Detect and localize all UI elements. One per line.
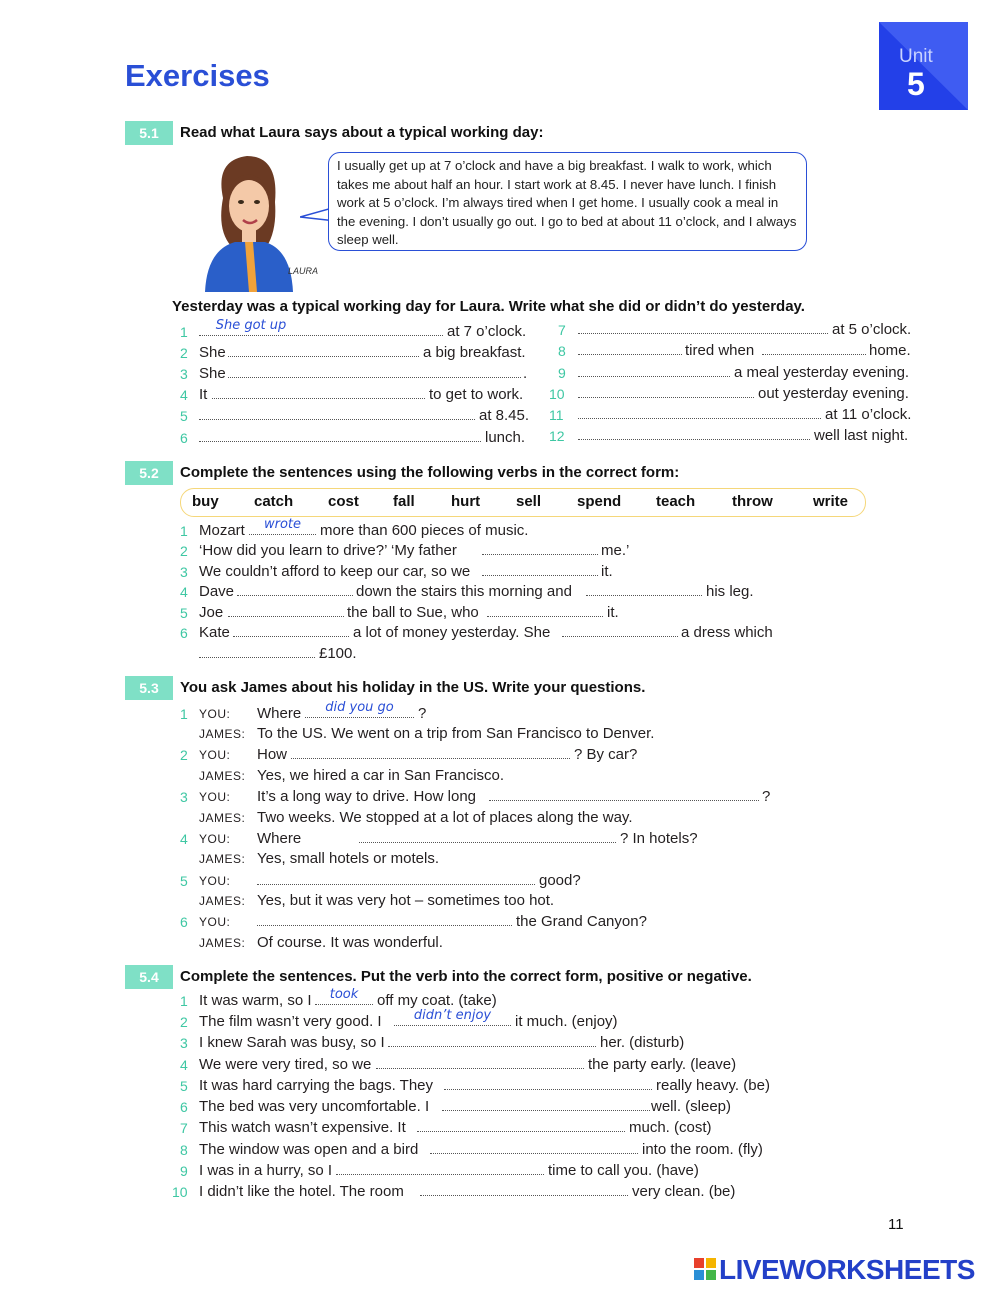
speaker-you: YOU: bbox=[199, 790, 231, 804]
laura-illustration bbox=[195, 150, 295, 292]
gap-5-2-4b[interactable] bbox=[586, 582, 702, 602]
item-number: 2 bbox=[180, 747, 188, 763]
item-text: She bbox=[199, 365, 226, 382]
item-text: at 11 o’clock. bbox=[825, 406, 912, 423]
item-text: at 8.45. bbox=[479, 407, 530, 424]
gap-5-4-8[interactable] bbox=[430, 1140, 638, 1160]
gap-5-3-4[interactable] bbox=[359, 829, 616, 849]
verb-word: cost bbox=[328, 493, 359, 510]
exercise-badge-5-4: 5.4 bbox=[125, 965, 173, 989]
gap-3[interactable] bbox=[228, 364, 521, 384]
item-number: 6 bbox=[180, 914, 188, 930]
item-text: his leg. bbox=[706, 583, 754, 600]
gap-5-3-3[interactable] bbox=[489, 787, 759, 807]
item-number: 5 bbox=[180, 873, 188, 889]
item-text: Two weeks. We stopped at a lot of places along the way. bbox=[257, 809, 633, 826]
item-number: 1 bbox=[180, 523, 188, 539]
item-text: a dress which bbox=[681, 624, 773, 641]
gap-8b[interactable] bbox=[762, 341, 866, 361]
item-number: 5 bbox=[180, 1078, 188, 1094]
item-text: She bbox=[199, 344, 226, 361]
item-text: it much. (enjoy) bbox=[515, 1013, 618, 1030]
laura-caption: LAURA bbox=[288, 266, 319, 276]
item-number: 6 bbox=[180, 430, 188, 446]
unit-badge bbox=[879, 22, 968, 110]
gap-5-2-2[interactable] bbox=[482, 541, 598, 561]
item-text: the Grand Canyon? bbox=[516, 913, 647, 930]
speaker-you: YOU: bbox=[199, 832, 231, 846]
verb-word: spend bbox=[577, 493, 622, 510]
gap-2[interactable] bbox=[228, 343, 419, 363]
item-text: home. bbox=[869, 342, 911, 359]
gap-9[interactable] bbox=[578, 363, 730, 383]
speaker-you: YOU: bbox=[199, 915, 231, 929]
verb-word: sell bbox=[516, 493, 542, 510]
item-text: We couldn’t afford to keep our car, so we bbox=[199, 563, 471, 580]
answer-text: took bbox=[329, 987, 359, 1002]
item-number: 3 bbox=[180, 366, 188, 382]
verb-word: throw bbox=[732, 493, 773, 510]
exercise-5-1-instruction: Yesterday was a typical working day for Laura. Write what she did or didn’t do yesterday. bbox=[172, 298, 805, 315]
item-text: Yes, small hotels or motels. bbox=[257, 850, 440, 867]
item-text: How bbox=[257, 746, 288, 763]
item-number: 5 bbox=[180, 605, 188, 621]
item-number: 6 bbox=[180, 625, 188, 641]
item-text: Where bbox=[257, 705, 302, 722]
item-number: 6 bbox=[180, 1099, 188, 1115]
exercise-title-5-1: Read what Laura says about a typical working day: bbox=[180, 124, 544, 141]
item-text: Yes, we hired a car in San Francisco. bbox=[257, 767, 505, 784]
item-text: The film wasn’t very good. I bbox=[199, 1013, 382, 1030]
speaker-james: JAMES: bbox=[199, 852, 246, 866]
gap-5-3-2[interactable] bbox=[291, 745, 570, 765]
page-number: 11 bbox=[888, 1216, 904, 1233]
gap-5-4-6[interactable] bbox=[442, 1097, 650, 1117]
item-number: 9 bbox=[558, 365, 566, 381]
gap-5-2-5a[interactable] bbox=[228, 603, 344, 623]
item-text: the ball to Sue, who bbox=[347, 604, 479, 621]
item-text: much. (cost) bbox=[629, 1119, 712, 1136]
item-number: 4 bbox=[180, 387, 188, 403]
item-text: ? In hotels? bbox=[620, 830, 698, 847]
item-text: her. (disturb) bbox=[600, 1034, 685, 1051]
item-number: 2 bbox=[180, 1014, 188, 1030]
item-number: 1 bbox=[180, 706, 188, 722]
gap-5-2-6c[interactable] bbox=[199, 644, 315, 664]
gap-5-4-5[interactable] bbox=[444, 1076, 652, 1096]
item-text: lunch. bbox=[485, 429, 526, 446]
answer-text: did you go bbox=[325, 700, 394, 715]
item-number: 9 bbox=[180, 1163, 188, 1179]
item-number: 1 bbox=[180, 993, 188, 1009]
item-text: it. bbox=[607, 604, 619, 621]
item-number: 11 bbox=[549, 407, 564, 423]
verb-word: write bbox=[813, 493, 849, 510]
gap-5-4-7[interactable] bbox=[417, 1118, 625, 1138]
item-text: really heavy. (be) bbox=[656, 1077, 770, 1094]
item-text: Yes, but it was very hot – sometimes too hot. bbox=[257, 892, 555, 909]
exercise-badge-5-3: 5.3 bbox=[125, 676, 173, 700]
item-number: 10 bbox=[172, 1184, 188, 1200]
liveworksheets-icon bbox=[694, 1258, 716, 1280]
item-number: 5 bbox=[180, 408, 188, 424]
item-text: at 7 o’clock. bbox=[447, 323, 527, 340]
item-text: The window was open and a bird bbox=[199, 1141, 419, 1158]
item-text: tired when bbox=[685, 342, 755, 359]
exercise-title-5-3: You ask James about his holiday in the US. Write your questions. bbox=[180, 679, 646, 696]
answer-text: She got up bbox=[215, 318, 287, 333]
speaker-james: JAMES: bbox=[199, 894, 246, 908]
item-text: the party early. (leave) bbox=[588, 1056, 737, 1073]
verb-word: buy bbox=[192, 493, 219, 510]
item-text: good? bbox=[539, 872, 581, 889]
unit-number: 5 bbox=[907, 66, 925, 102]
verb-word: teach bbox=[656, 493, 696, 510]
item-text: well. (sleep) bbox=[651, 1098, 732, 1115]
item-number: 10 bbox=[549, 386, 565, 402]
item-text: . bbox=[523, 365, 528, 382]
answer-text: didn’t enjoy bbox=[413, 1008, 492, 1023]
item-text: it. bbox=[601, 563, 613, 580]
item-text: It was warm, so I bbox=[199, 992, 312, 1009]
item-text: ‘How did you learn to drive?’ ‘My father bbox=[199, 542, 457, 559]
item-text: out yesterday evening. bbox=[758, 385, 909, 402]
answer-text: wrote bbox=[263, 517, 302, 532]
liveworksheets-text: LIVEWORKSHEETS bbox=[719, 1254, 975, 1285]
speaker-james: JAMES: bbox=[199, 727, 246, 741]
item-text: a lot of money yesterday. She bbox=[353, 624, 551, 641]
item-text: Of course. It was wonderful. bbox=[257, 934, 443, 951]
item-text: me.’ bbox=[601, 542, 630, 559]
speaker-you: YOU: bbox=[199, 707, 231, 721]
speaker-james: JAMES: bbox=[199, 811, 246, 825]
exercise-title-5-2: Complete the sentences using the following verbs in the correct form: bbox=[180, 464, 680, 481]
gap-5-4-9[interactable] bbox=[336, 1161, 544, 1181]
item-text: at 5 o’clock. bbox=[832, 321, 912, 338]
item-text: more than 600 pieces of music. bbox=[320, 522, 529, 539]
item-text: very clean. (be) bbox=[632, 1183, 736, 1200]
gap-5-4-10[interactable] bbox=[420, 1182, 628, 1202]
speaker-james: JAMES: bbox=[199, 769, 246, 783]
item-text: Dave bbox=[199, 583, 235, 600]
item-text: ? bbox=[762, 788, 771, 805]
item-text: Mozart bbox=[199, 522, 245, 539]
item-number: 2 bbox=[180, 543, 188, 559]
item-number: 7 bbox=[180, 1120, 188, 1136]
gap-5-4-3[interactable] bbox=[388, 1033, 596, 1053]
item-text: a big breakfast. bbox=[423, 344, 526, 361]
item-number: 3 bbox=[180, 789, 188, 805]
item-text: It’s a long way to drive. How long bbox=[257, 788, 477, 805]
item-text: We were very tired, so we bbox=[199, 1056, 372, 1073]
gap-5[interactable] bbox=[199, 406, 475, 426]
item-number: 4 bbox=[180, 831, 188, 847]
item-text: I knew Sarah was busy, so I bbox=[199, 1034, 385, 1051]
item-text: It was hard carrying the bags. They bbox=[199, 1077, 434, 1094]
gap-6[interactable] bbox=[199, 428, 481, 448]
gap-8a[interactable] bbox=[578, 341, 682, 361]
exercise-badge-5-2: 5.2 bbox=[125, 461, 173, 485]
gap-11[interactable] bbox=[578, 405, 821, 425]
item-text: down the stairs this morning and bbox=[356, 583, 572, 600]
gap-5-3-6[interactable] bbox=[257, 912, 512, 932]
gap-5-2-4a[interactable] bbox=[237, 582, 353, 602]
gap-5-3-5[interactable] bbox=[257, 871, 535, 891]
gap-5-2-3[interactable] bbox=[482, 562, 598, 582]
verb-word: catch bbox=[254, 493, 294, 510]
item-number: 3 bbox=[180, 564, 188, 580]
gap-5-4-1[interactable] bbox=[315, 987, 373, 1011]
item-number: 8 bbox=[180, 1142, 188, 1158]
gap-7[interactable] bbox=[578, 320, 828, 340]
gap-5-4-2[interactable] bbox=[394, 1008, 511, 1032]
item-text: This watch wasn’t expensive. It bbox=[199, 1119, 406, 1136]
item-text: a meal yesterday evening. bbox=[734, 364, 910, 381]
item-number: 3 bbox=[180, 1035, 188, 1051]
item-text: It bbox=[199, 386, 208, 403]
gap-5-2-1[interactable] bbox=[249, 517, 316, 541]
verb-word: fall bbox=[393, 493, 415, 510]
speaker-james: JAMES: bbox=[199, 936, 246, 950]
speaker-you: YOU: bbox=[199, 748, 231, 762]
item-text: Kate bbox=[199, 624, 230, 641]
gap-4[interactable] bbox=[212, 385, 425, 405]
speech-bubble: I usually get up at 7 o’clock and have a big breakfast. I walk to work, which takes me about half an hour. I start work at 8.45. I never have lunch. I finish work at 5 o’clock. I’m always tired when I get home. I usually cook a meal in the evening. I don’t usually go out. I go to bed at about 11 o’clock, and I always sleep well. bbox=[328, 152, 807, 251]
gap-12[interactable] bbox=[578, 426, 810, 446]
unit-label: Unit bbox=[899, 46, 933, 67]
item-text: time to call you. (have) bbox=[548, 1162, 699, 1179]
verb-word: hurt bbox=[451, 493, 481, 510]
gap-5-2-6b[interactable] bbox=[562, 623, 678, 643]
exercise-title-5-4: Complete the sentences. Put the verb into the correct form, positive or negative. bbox=[180, 968, 752, 985]
item-number: 8 bbox=[558, 343, 566, 359]
item-text: The bed was very uncomfortable. I bbox=[199, 1098, 430, 1115]
item-text: ? By car? bbox=[574, 746, 638, 763]
item-number: 12 bbox=[549, 428, 565, 444]
item-text: well last night. bbox=[814, 427, 909, 444]
gap-5-2-6a[interactable] bbox=[233, 623, 349, 643]
item-text: Where bbox=[257, 830, 302, 847]
gap-5-4-4[interactable] bbox=[376, 1055, 584, 1075]
gap-1[interactable] bbox=[199, 318, 443, 342]
gap-5-2-5b[interactable] bbox=[487, 603, 603, 623]
item-number: 2 bbox=[180, 345, 188, 361]
gap-5-3-1[interactable] bbox=[305, 700, 414, 724]
item-text: I was in a hurry, so I bbox=[199, 1162, 333, 1179]
item-text: £100. bbox=[319, 645, 357, 662]
item-number: 4 bbox=[180, 1057, 188, 1073]
item-text: into the room. (fly) bbox=[642, 1141, 763, 1158]
exercise-badge-5-1: 5.1 bbox=[125, 121, 173, 145]
item-text: To the US. We went on a trip from San Francisco to Denver. bbox=[257, 725, 655, 742]
item-number: 1 bbox=[180, 324, 188, 340]
item-number: 4 bbox=[180, 584, 188, 600]
item-text: to get to work. bbox=[429, 386, 524, 403]
item-text: Joe bbox=[199, 604, 224, 621]
item-text: ? bbox=[418, 705, 427, 722]
page-title: Exercises bbox=[125, 58, 270, 93]
item-number: 7 bbox=[558, 322, 566, 338]
item-text: off my coat. (take) bbox=[377, 992, 497, 1009]
item-text: I didn’t like the hotel. The room bbox=[199, 1183, 404, 1200]
speaker-you: YOU: bbox=[199, 874, 231, 888]
gap-10[interactable] bbox=[578, 384, 754, 404]
